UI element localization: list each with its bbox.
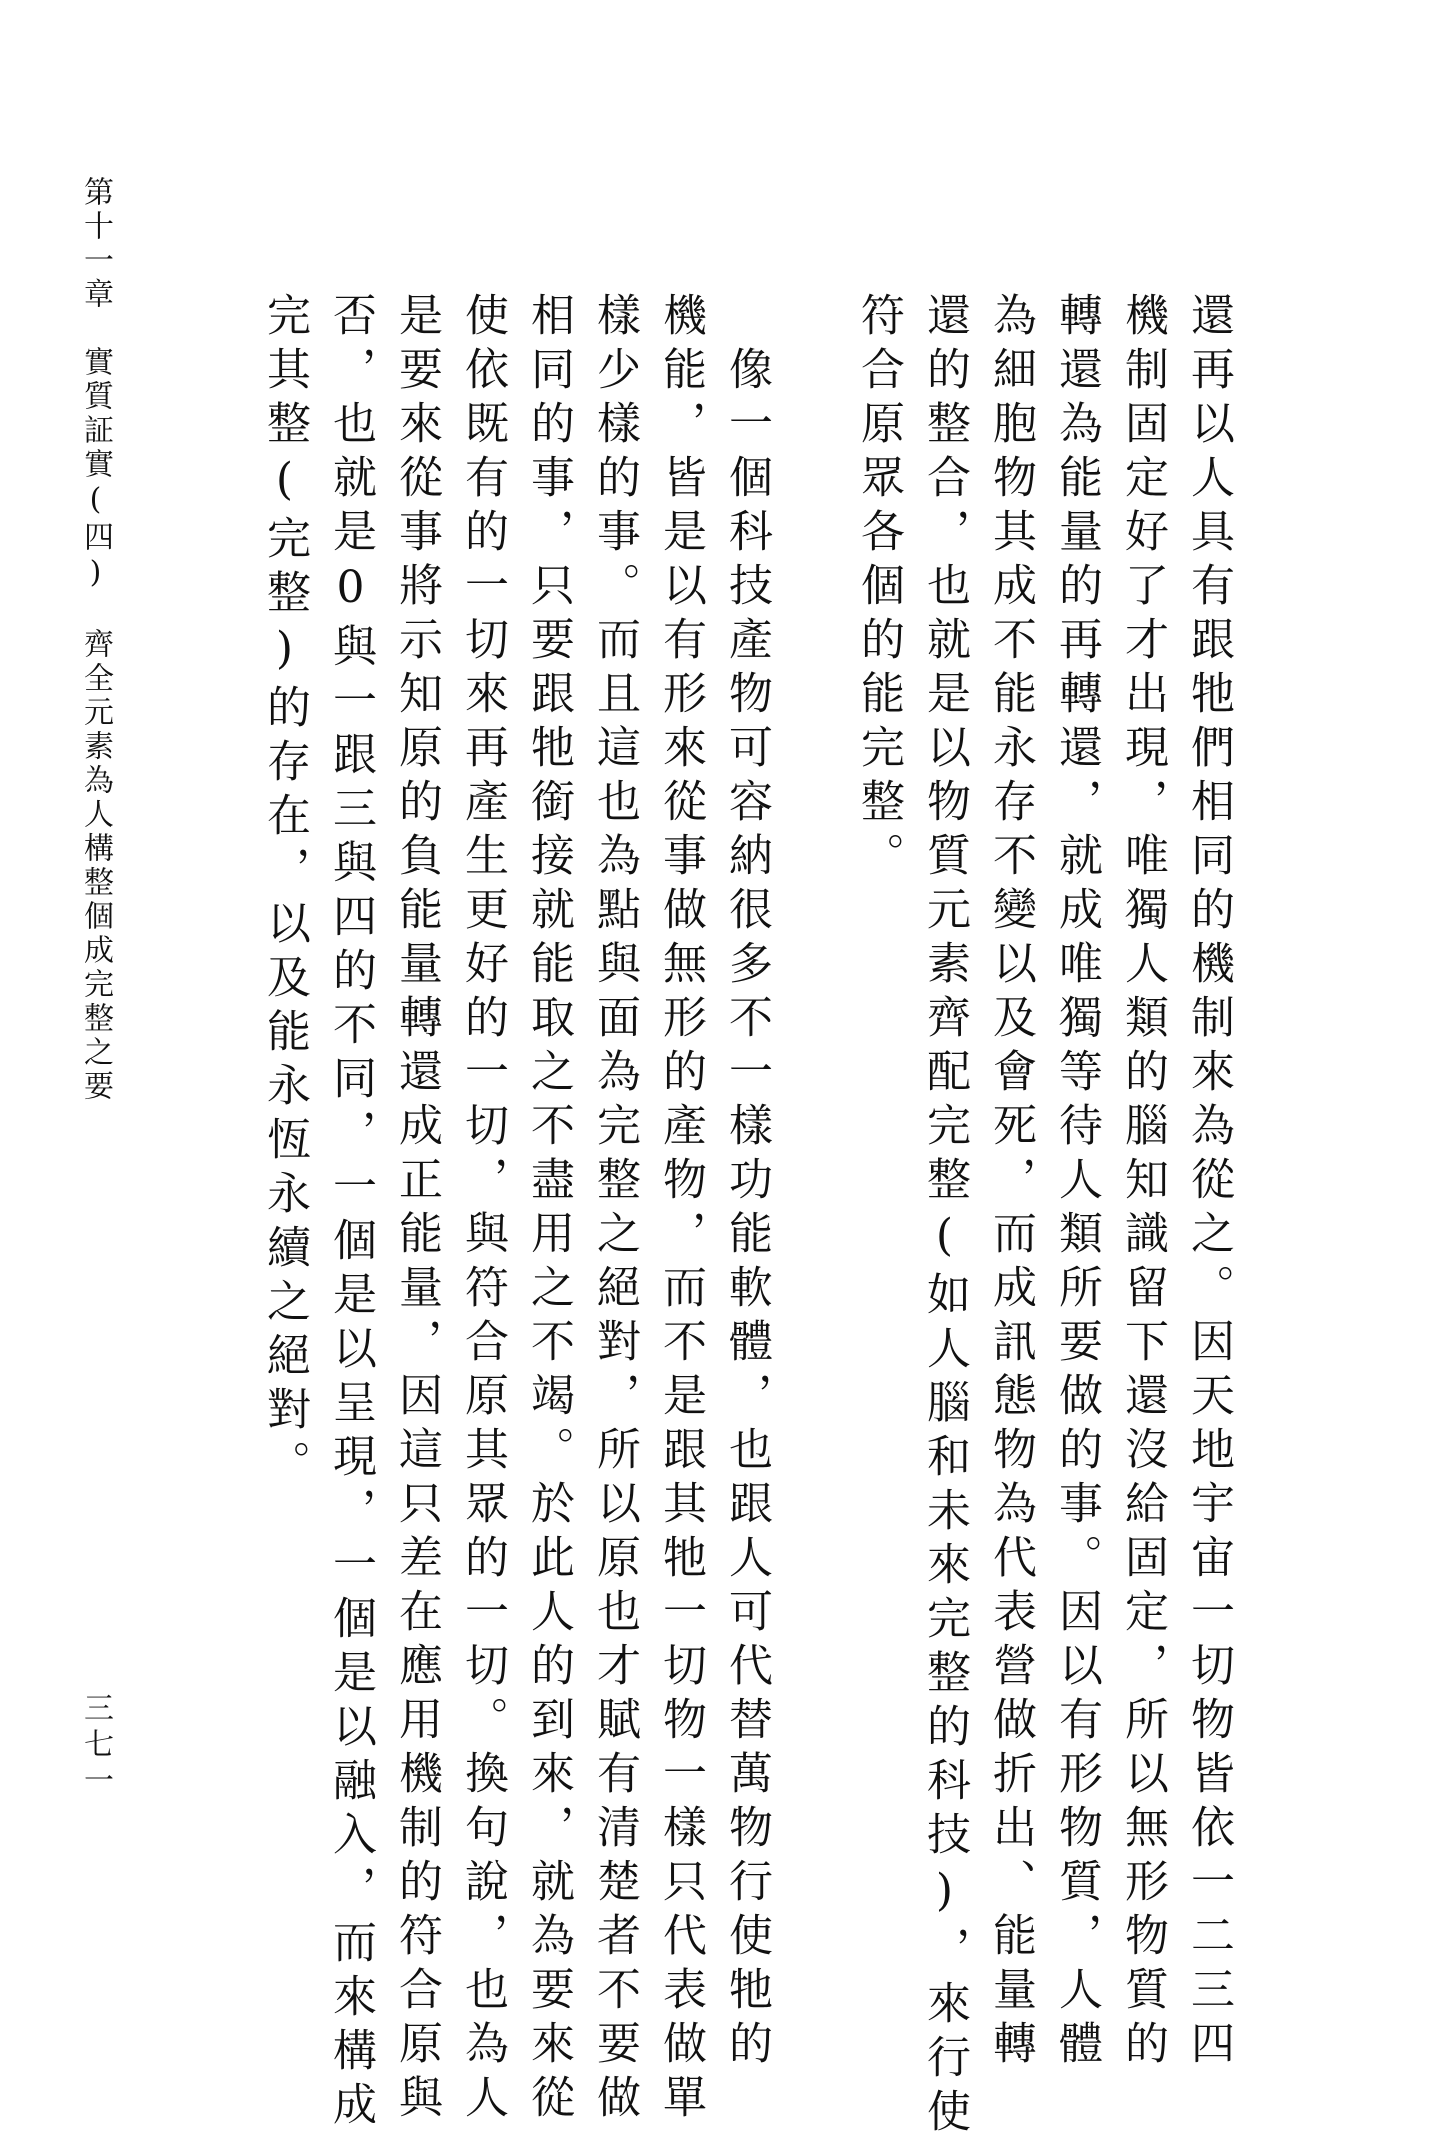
body-column-8: 機能，皆是以有形來從事做無形的產物，而不是跟其牠一切物一樣只代表做單 [655,292,706,2128]
body-column-13: 否，也就是0與一跟三與四的不同，一個是以呈現，一個是以融入，而來構成 [325,292,376,2135]
body-column-10: 相同的事，只要跟牠銜接就能取之不盡用之不竭。於此人的到來，就為要來從 [523,292,574,2128]
body-column-5: 還的整合，也就是以物質元素齊配完整(如人腦和未來完整的科技)，來行使 [919,292,970,2142]
body-column-11: 使依既有的一切來再產生更好的一切，與符合原其眾的一切。換句說，也為人 [457,292,508,2128]
body-column-12: 是要來從事將示知原的負能量轉還成正能量，因這只差在應用機制的符合原與 [391,292,442,2128]
body-column-7: 像一個科技產物可容納很多不一樣功能軟體，也跟人可代替萬物行使牠的 [721,292,772,2074]
body-column-1: 還再以人具有跟牠們相同的機制來為從之。因天地宇宙一切物皆依一二三四 [1183,292,1234,2074]
page-number: 三七一 [78,1692,113,1800]
body-column-2: 機制固定好了才出現，唯獨人類的腦知識留下還沒給固定，所以無形物質的 [1117,292,1168,2074]
body-column-4: 為細胞物其成不能永存不變以及會死，而成訊態物為代表營做折出、能量轉 [985,292,1036,2074]
body-column-3: 轉還為能量的再轉還，就成唯獨等待人類所要做的事。因以有形物質，人體 [1051,292,1102,2074]
body-column-14: 完其整(完整)的存在，以及能永恆永續之絕對。 [259,292,310,1494]
running-header: 第十一章 實質証實(四) 齊全元素為人構整個成完整之要 [78,176,113,1104]
body-column-9: 樣少樣的事。而且這也為點與面為完整之絕對，所以原也才賦有清楚者不要做 [589,292,640,2128]
body-column-6: 符合原眾各個的能完整。 [853,292,904,886]
